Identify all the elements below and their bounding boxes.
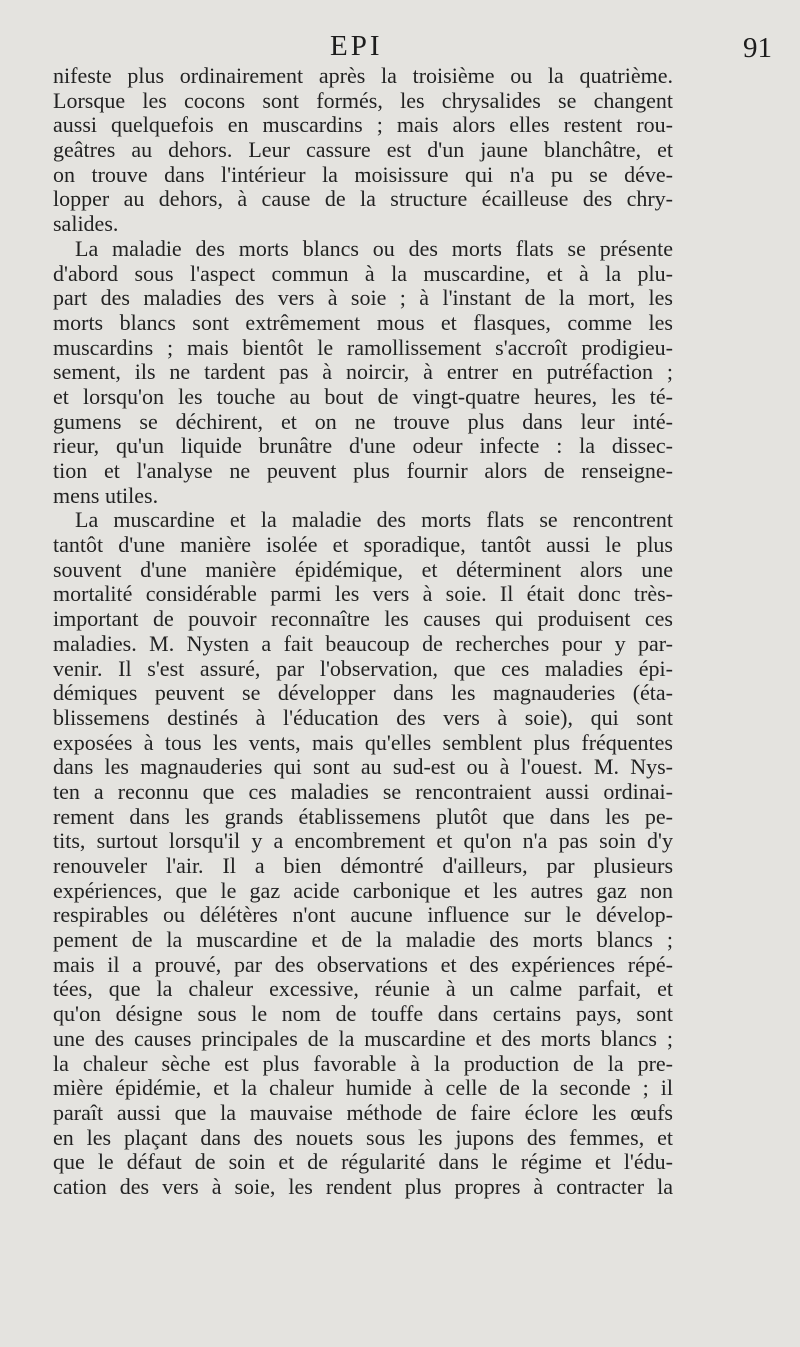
text-line: geâtres au dehors. Leur cassure est d'un jaune blanchâtre, et: [53, 137, 673, 163]
text-line: rieur, qu'un liquide brunâtre d'une odeur infecte : la dissec-: [53, 433, 673, 459]
text-line: mens utiles.: [53, 482, 159, 508]
paragraph-first-line: La muscardine et la maladie des morts flats se rencontrent: [75, 507, 673, 533]
text-line: venir. Il s'est assuré, par l'observation, que ces maladies épi-: [53, 655, 673, 681]
text-line: aussi quelquefois en muscardins ; mais alors elles restent rou-: [53, 112, 673, 138]
text-line: respirables ou délétères n'ont aucune influence sur le dévelop-: [53, 902, 673, 928]
text-line: que le défaut de soin et de régularité dans le régime et l'édu-: [53, 1149, 673, 1175]
text-line: dans les magnauderies qui sont au sud-est ou à l'ouest. M. Nys-: [53, 754, 673, 780]
text-line: morts blancs sont extrêmement mous et flasques, comme les: [53, 309, 673, 335]
text-line: important de pouvoir reconnaître les causes qui produisent ces: [53, 606, 673, 632]
paragraph-first-line: La maladie des morts blancs ou des morts flats se présente: [75, 235, 673, 261]
text-line: démiques peuvent se développer dans les magnauderies (éta-: [53, 680, 673, 706]
text-line: expériences, que le gaz acide carbonique et les autres gaz non: [53, 877, 673, 903]
text-line: maladies. M. Nysten a fait beaucoup de recherches pour y par-: [53, 630, 673, 656]
body-text: [53, 64, 673, 1200]
text-line: exposées à tous les vents, mais qu'elles semblent plus fréquentes: [53, 729, 673, 755]
text-line: lopper au dehors, à cause de la structure écailleuse des chry-: [53, 186, 673, 212]
running-head-title: EPI: [330, 30, 383, 62]
text-line: sement, ils ne tardent pas à noircir, à entrer en putréfaction ;: [53, 359, 673, 385]
text-line: tits, surtout lorsqu'il y a encombrement et qu'on n'a pas soin d'y: [53, 828, 673, 854]
text-line: tantôt d'une manière isolée et sporadique, tantôt aussi le plus: [53, 532, 673, 558]
text-line: en les plaçant dans des nouets sous les jupons des femmes, et: [53, 1124, 673, 1150]
text-line: la chaleur sèche est plus favorable à la production de la pre-: [53, 1050, 673, 1076]
page-number: 91: [743, 32, 772, 64]
text-line: tées, que la chaleur excessive, réunie à un calme parfait, et: [53, 976, 673, 1002]
text-line: mortalité considérable parmi les vers à soie. Il était donc très-: [53, 581, 673, 607]
text-line: rement dans les grands établissemens plutôt que dans les pe-: [53, 803, 673, 829]
text-line: qu'on désigne sous le nom de touffe dans certains pays, sont: [53, 1001, 673, 1027]
text-line: nifeste plus ordinairement après la troisième ou la quatrième.: [53, 63, 673, 88]
text-line: renouveler l'air. Il a bien démontré d'ailleurs, par plusieurs: [53, 853, 673, 878]
text-line: pement de la muscardine et de la maladie des morts blancs ;: [53, 927, 673, 953]
text-line: mière épidémie, et la chaleur humide à celle de la seconde ; il: [53, 1075, 673, 1101]
text-line: cation des vers à soie, les rendent plus propres à contracter la: [53, 1173, 673, 1199]
text-line: ten a reconnu que ces maladies se rencontraient aussi ordinai-: [53, 778, 673, 804]
text-line: gumens se déchirent, et on ne trouve plus dans leur inté-: [53, 408, 673, 434]
text-line: salides.: [53, 211, 119, 237]
text-line: blissemens destinés à l'éducation des vers à soie), qui sont: [53, 704, 673, 730]
text-line: Lorsque les cocons sont formés, les chrysalides se changent: [53, 87, 673, 113]
text-line: mais il a prouvé, par des observations et des expériences répé-: [53, 951, 673, 977]
text-line: muscardins ; mais bientôt le ramollissement s'accroît prodigieu-: [53, 334, 673, 360]
running-head: [0, 30, 800, 66]
text-line: part des maladies des vers à soie ; à l'instant de la mort, les: [53, 285, 673, 311]
text-line: souvent d'une manière épidémique, et déterminent alors une: [53, 556, 673, 582]
text-line: et lorsqu'on les touche au bout de vingt-quatre heures, les té-: [53, 383, 673, 409]
text-line: on trouve dans l'intérieur la moisissure qui n'a pu se déve-: [53, 161, 673, 187]
text-line: d'abord sous l'aspect commun à la muscardine, et à la plu-: [53, 260, 673, 286]
text-line: une des causes principales de la muscardine et des morts blancs ;: [53, 1025, 673, 1051]
text-line: paraît aussi que la mauvaise méthode de faire éclore les œufs: [53, 1099, 673, 1125]
text-line: tion et l'analyse ne peuvent plus fournir alors de renseigne-: [53, 458, 673, 483]
